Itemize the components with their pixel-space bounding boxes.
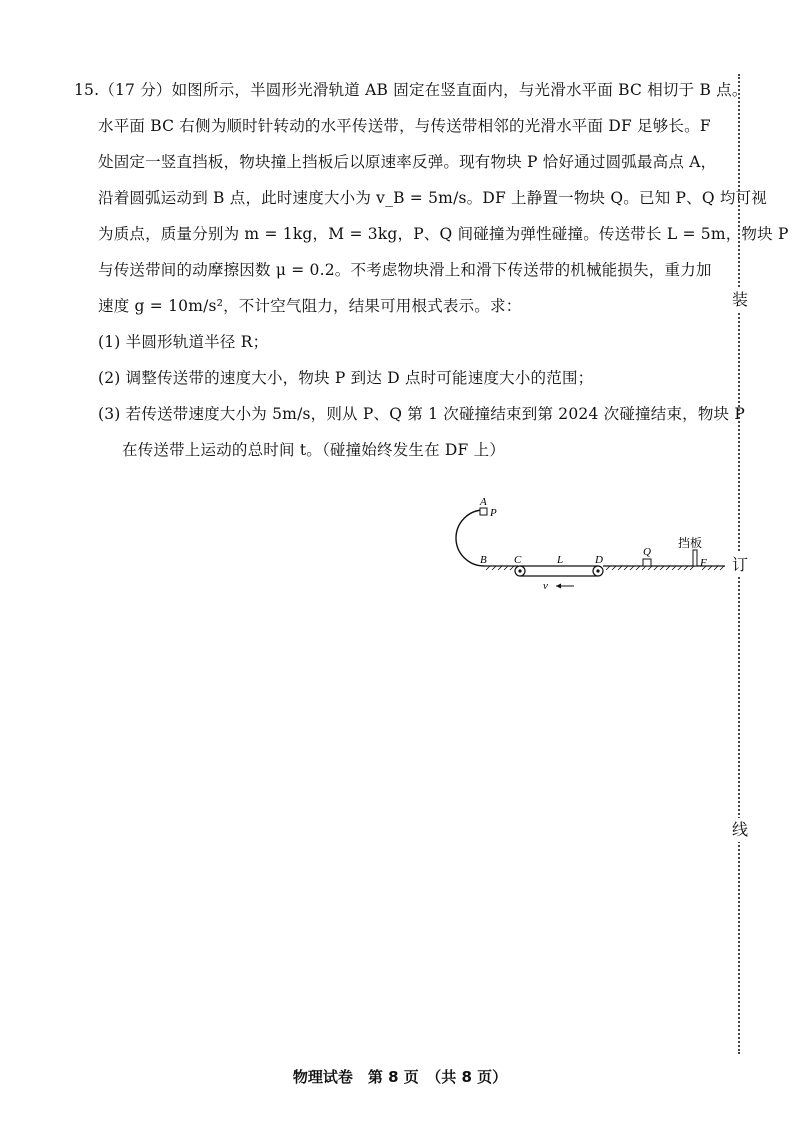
question-line-2: 水平面 BC 右侧为顺时针转动的水平传送带，与传送带相邻的光滑水平面 DF 足够长。F [98,117,711,135]
label-p: P [490,507,497,519]
sub-question-2: (2) 调整传送带的速度大小，物块 P 到达 D 点时可能速度大小的范围； [98,369,594,387]
question-line-6: 与传送带间的动摩擦因数 μ = 0.2。不考虑物块滑上和滑下传送带的机械能损失，重力加 [98,261,712,279]
binding-char-ding: 订 [732,553,748,577]
label-b: B [480,554,487,566]
label-baffle: 挡板 [678,536,703,550]
label-q: Q [643,546,651,558]
label-f: F [700,557,707,569]
question-line-5: 为质点，质量分别为 m = 1kg，M = 3kg，P、Q 间碰撞为弹性碰撞。传送带长 L = 5m，物块 P [98,225,789,243]
label-v: v [543,580,548,592]
page-footer: 物理试卷 第 8 页 （共 8 页） [292,1068,508,1086]
question-line-3: 处固定一竖直挡板，物块撞上挡板后以原速率反弹。现有物块 P 恰好通过圆弧最高点 A， [98,153,717,171]
velocity-arrowhead [556,584,561,589]
question-line-7: 速度 g = 10m/s²，不计空气阻力，结果可用根式表示。求： [98,297,522,315]
block-q [643,559,651,566]
label-c: C [514,554,522,566]
binding-char-xian: 线 [732,818,748,842]
label-d: D [595,554,603,566]
physics-diagram [440,490,730,600]
binding-char-zhuang: 装 [732,288,748,312]
label-a: A [480,496,487,508]
block-p [480,508,487,515]
sub-question-3: (3) 若传送带速度大小为 5m/s，则从 P、Q 第 1 次碰撞结束到第 2024 次碰撞结束，物块 P [98,405,746,423]
baffle [693,550,697,566]
sub-question-1: (1) 半圆形轨道半径 R； [98,333,269,351]
question-line-4: 沿着圆弧运动到 B 点，此时速度大小为 v_B = 5m/s。DF 上静置一物块 Q。已知 P、Q 均可视 [98,189,767,207]
sub-question-3-cont: 在传送带上运动的总时间 t。（碰撞始终发生在 DF 上） [122,441,506,459]
label-l: L [557,554,564,566]
question-line-1: 15.（17 分）如图所示，半圆形光滑轨道 AB 固定在竖直面内，与光滑水平面 BC 相切于 B 点。 [74,81,748,99]
